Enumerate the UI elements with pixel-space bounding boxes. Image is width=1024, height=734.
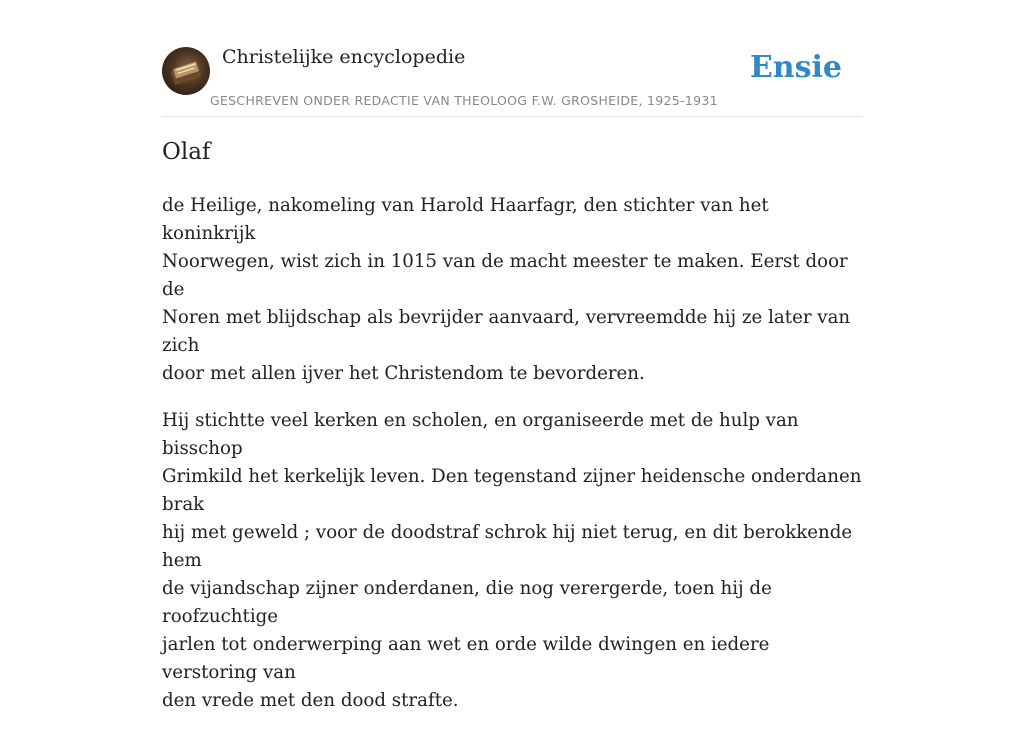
- article-body: [162, 192, 862, 734]
- ensie-logo[interactable]: Ensie: [749, 50, 842, 85]
- book-icon[interactable]: [162, 47, 210, 95]
- article-paragraph: Hij stichtte veel kerken en scholen, en organiseerde met de hulp van bisschop Grimkild het kerkelijk leven. Den tegenstand zijner heidensche onderdanen brak hij met geweld ; voor de doodstraf schrok hij niet terug, en dit berokkende hem de vijandschap zijner onderdanen, die nog verergerde, toen hij de roofzuchtige jarlen tot onderwerping aan wet en orde wilde dwingen en iedere verstoring van den vrede met den dood strafte.: [162, 410, 862, 711]
- article-title: Olaf: [162, 139, 211, 165]
- source-title[interactable]: Christelijke encyclopedie: [222, 46, 466, 68]
- source-header: [162, 44, 862, 117]
- article-paragraph: de Heilige, nakomeling van Harold Haarfagr, den stichter van het koninkrijk Noorwegen, wist zich in 1015 van de macht meester te maken. Eerst door de Noren met blijdschap als bevrijder aanvaard, vervreemdde hij ze later van zich door met allen ijver het Christendom te bevorderen.: [162, 195, 851, 384]
- source-subtitle: GESCHREVEN ONDER REDACTIE VAN THEOLOOG F.W. GROSHEIDE, 1925-1931: [210, 93, 718, 108]
